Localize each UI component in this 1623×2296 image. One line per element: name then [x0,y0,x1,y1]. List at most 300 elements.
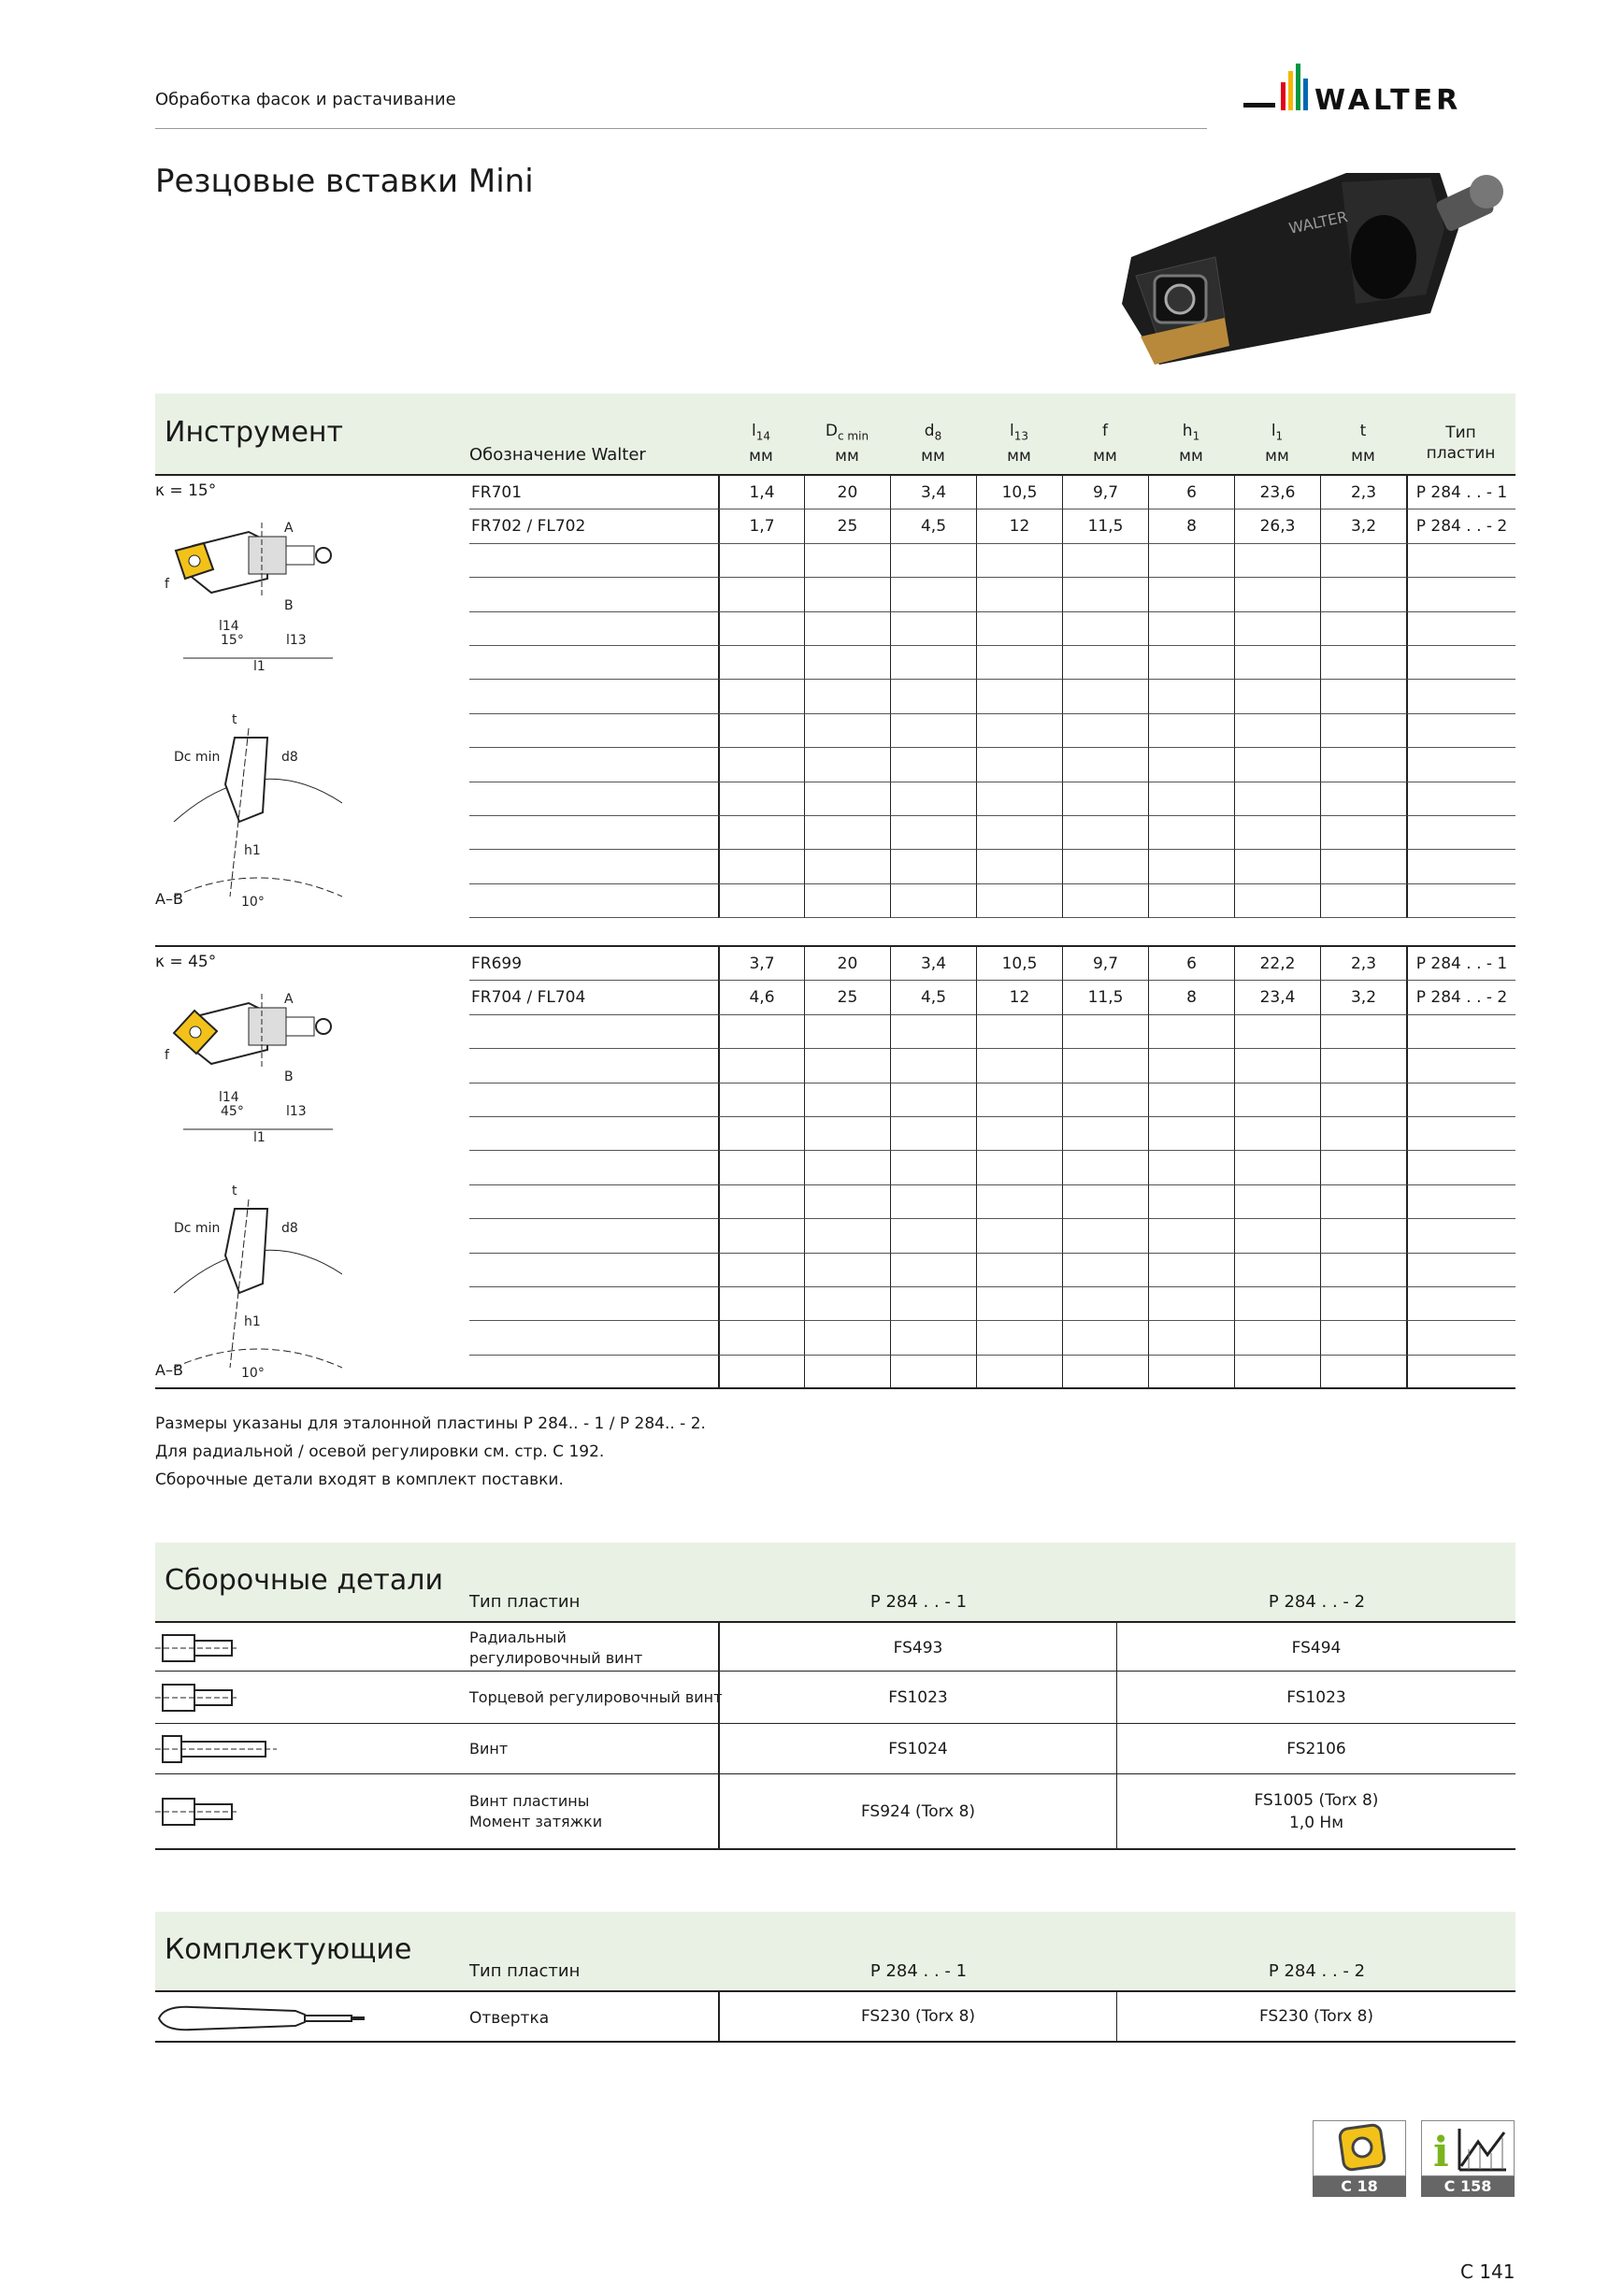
value-cell [1062,1151,1148,1184]
tool-band-title: Инструмент [165,416,344,449]
svg-text:f: f [165,577,169,592]
assembly-col2: P 284 . . - 2 [1268,1592,1366,1612]
value-cell [1148,884,1234,918]
value-cell [1062,884,1148,918]
value-cell [1148,1083,1234,1117]
value-cell [976,1185,1062,1219]
value-cell [718,612,804,646]
value-cell [1234,748,1320,782]
value-cell: 3,4 [890,947,976,981]
value-cell [1234,1219,1320,1253]
value-cell: 2,3 [1320,476,1406,509]
assembly-title: Сборочные детали [165,1564,443,1597]
value-cell [1234,680,1320,713]
type-cell [1406,1151,1515,1184]
value-cell [1148,1015,1234,1049]
value-cell: 3,4 [890,476,976,509]
value-cell: 10,5 [976,947,1062,981]
value-cell [1320,1015,1406,1049]
value-cell [1234,1117,1320,1151]
value-cell [976,1219,1062,1253]
value-cell [1234,1083,1320,1117]
svg-text:l1: l1 [253,1130,266,1145]
value-cell [804,748,890,782]
value-cell [890,1185,976,1219]
assembly-row [155,1621,1515,1671]
value-cell [718,1049,804,1083]
value-cell: 23,4 [1234,981,1320,1014]
kappa-label: κ = 45° [155,953,217,971]
value-cell [890,850,976,883]
page-title: Резцовые вставки Mini [155,163,534,200]
type-cell [1406,1185,1515,1219]
svg-text:10°: 10° [241,895,265,910]
note-2: Для радиальной / осевой регулировки см. стр. C 192. [155,1442,605,1461]
assembly-value-2-line1: FS1023 [1286,1688,1346,1707]
value-cell: 12 [976,981,1062,1014]
value-cell [890,1151,976,1184]
assembly-label-line1: Торцевой регулировочный винт [469,1688,723,1706]
col-symbol-sub: 1 [1275,429,1284,443]
value-cell [804,884,890,918]
type-cell: P 284 . . - 2 [1406,509,1515,543]
value-cell: 23,6 [1234,476,1320,509]
badge-c158[interactable] [1421,2120,1515,2197]
value-cell [976,680,1062,713]
value-cell [1148,1049,1234,1083]
svg-text:h1: h1 [244,1314,261,1329]
svg-text:WALTER: WALTER [1314,84,1462,117]
type-cell [1406,680,1515,713]
value-cell [890,1287,976,1321]
section-header: Обработка фасок и растачивание [155,90,456,109]
value-cell [1062,1117,1148,1151]
value-cell [804,1015,890,1049]
badge-c18[interactable] [1313,2120,1406,2197]
value-cell [1148,1151,1234,1184]
col-symbol [976,421,1062,446]
value-cell [1148,1254,1234,1287]
value-cell [1320,816,1406,850]
accessories-type-label: Тип пластин [469,1961,581,1981]
value-cell [890,816,976,850]
svg-text:A: A [284,992,294,1007]
value-cell [718,680,804,713]
assembly-value-2 [1116,1623,1515,1672]
accessories-title: Комплектующие [165,1933,412,1966]
accessories-col2: P 284 . . - 2 [1268,1961,1366,1981]
value-cell [976,1287,1062,1321]
assembly-value-2-line2: 1,0 Нм [1288,1814,1344,1832]
type-cell [1406,1321,1515,1355]
svg-text:l13: l13 [286,1104,307,1119]
value-cell [1062,646,1148,680]
svg-text:l14: l14 [219,1090,239,1105]
value-cell [976,1049,1062,1083]
value-cell [804,1151,890,1184]
value-cell [1062,1356,1148,1389]
value-cell: 11,5 [1062,981,1148,1014]
value-cell [976,1117,1062,1151]
value-cell [1234,1254,1320,1287]
value-cell [718,1219,804,1253]
value-cell [1062,578,1148,611]
value-cell [1234,612,1320,646]
col-symbol-main: l [1009,422,1014,440]
accessory-label: Отвертка [469,2009,550,2028]
col-symbol [1320,421,1406,446]
value-cell [1062,612,1148,646]
assembly-value-2-line1: FS1005 (Torx 8) [1254,1791,1379,1810]
type-cell [1406,782,1515,816]
value-cell: 3,2 [1320,981,1406,1014]
value-cell [1148,1287,1234,1321]
value-cell [976,1356,1062,1389]
value-cell [1062,1219,1148,1253]
type-cell [1406,612,1515,646]
value-cell [1148,816,1234,850]
value-cell [1234,646,1320,680]
tool-drawing [155,975,342,1396]
value-cell [1320,1254,1406,1287]
insert-screw-icon [155,1791,286,1832]
value-cell [1320,1185,1406,1219]
value-cell [1062,1321,1148,1355]
value-cell [804,1321,890,1355]
col-unit: мм [1007,447,1031,466]
value-cell [890,782,976,816]
value-cell [804,680,890,713]
value-cell [1320,850,1406,883]
svg-text:h1: h1 [244,843,261,858]
value-cell [1062,1015,1148,1049]
value-cell [718,1151,804,1184]
value-cell [976,884,1062,918]
value-cell [1234,1185,1320,1219]
col-symbol-main: l [751,422,756,440]
value-cell [1148,680,1234,713]
value-cell [1148,1117,1234,1151]
type-header-line1: Тип [1445,423,1476,442]
value-cell [1148,748,1234,782]
assembly-label-line1: Радиальный [469,1628,567,1646]
value-cell: 20 [804,476,890,509]
badge-c158-label: C 158 [1421,2176,1515,2197]
value-cell [1062,816,1148,850]
value-cell [718,748,804,782]
value-cell: 6 [1148,476,1234,509]
col-symbol-main: h [1182,422,1193,440]
value-cell [1320,578,1406,611]
value-cell: 2,3 [1320,947,1406,981]
type-cell [1406,544,1515,578]
value-cell [1234,714,1320,748]
value-cell [804,578,890,611]
svg-text:t: t [232,1184,237,1198]
value-cell [1320,1151,1406,1184]
value-cell: 4,5 [890,509,976,543]
value-cell [804,850,890,883]
assembly-row [155,1671,1515,1723]
tool-group [155,945,1515,1415]
value-cell [1234,544,1320,578]
col-unit: мм [1351,447,1375,466]
value-cell [976,748,1062,782]
value-cell [1320,884,1406,918]
svg-text:10°: 10° [241,1366,265,1381]
col-unit: мм [1265,447,1289,466]
screw-icon [155,1729,286,1770]
value-cell [890,1356,976,1389]
value-cell [804,1049,890,1083]
assembly-value-1: FS1023 [718,1672,1116,1724]
value-cell [890,714,976,748]
col-symbol [804,421,890,446]
type-header [1406,423,1515,464]
value-cell [804,1117,890,1151]
value-cell [804,646,890,680]
svg-text:l13: l13 [286,633,307,648]
value-cell: 4,6 [718,981,804,1014]
value-cell [1148,544,1234,578]
value-cell [1148,1185,1234,1219]
value-cell [976,1321,1062,1355]
value-cell [976,714,1062,748]
type-cell [1406,646,1515,680]
value-cell [1062,850,1148,883]
value-cell [1234,1015,1320,1049]
value-cell [718,884,804,918]
col-header [1062,421,1148,466]
value-cell [976,850,1062,883]
col-symbol-sub: 14 [755,429,770,443]
value-cell [890,1254,976,1287]
value-cell [1062,1083,1148,1117]
svg-text:i: i [1433,2129,1449,2176]
value-cell: 10,5 [976,476,1062,509]
note-3: Сборочные детали входят в комплект поставки. [155,1471,564,1489]
value-cell [1320,748,1406,782]
assembly-label-line1: Винт пластины [469,1792,590,1810]
value-cell [1234,1321,1320,1355]
value-cell [1234,1151,1320,1184]
value-cell [1234,850,1320,883]
value-cell [976,816,1062,850]
type-cell [1406,748,1515,782]
value-cell [1320,782,1406,816]
notes [155,1410,706,1494]
value-cell [1062,680,1148,713]
value-cell [890,680,976,713]
page-number: C 141 [1460,2260,1515,2283]
value-cell [804,1356,890,1389]
col-symbol-sub: 8 [934,429,942,443]
value-cell [1234,1287,1320,1321]
accessory-value-1: FS230 (Torx 8) [718,1992,1116,2041]
accessory-value-2: FS230 (Torx 8) [1116,1992,1515,2041]
insert-icon [1313,2120,1406,2176]
assembly-value-2-line1: FS494 [1291,1638,1342,1657]
value-cell [976,544,1062,578]
value-cell [804,1287,890,1321]
header-rule [155,128,1207,129]
value-cell [1062,1185,1148,1219]
value-cell [804,816,890,850]
value-cell: 22,2 [1234,947,1320,981]
col-header [1320,421,1406,466]
assembly-value-2 [1116,1774,1515,1849]
value-cell [976,612,1062,646]
value-cell [890,544,976,578]
value-cell: 1,4 [718,476,804,509]
value-cell [1148,646,1234,680]
col-symbol [1148,421,1234,446]
value-cell: 8 [1148,981,1234,1014]
assembly-label-line1: Винт [469,1740,509,1758]
col-header [976,421,1062,466]
value-cell [718,544,804,578]
col-symbol-main: t [1359,422,1367,440]
badge-c18-label: C 18 [1313,2176,1406,2197]
value-cell [1234,578,1320,611]
value-cell [804,1185,890,1219]
product-photo [1103,154,1515,388]
svg-text:15°: 15° [221,633,244,648]
value-cell [718,1254,804,1287]
col-header [1148,421,1234,466]
type-cell: P 284 . . - 1 [1406,947,1515,981]
value-cell: 20 [804,947,890,981]
col-symbol [1062,421,1148,446]
col-symbol-main: f [1102,422,1108,440]
value-cell [1320,1287,1406,1321]
value-cell [718,714,804,748]
assembly-row [155,1723,1515,1773]
value-cell [1234,816,1320,850]
type-cell [1406,1219,1515,1253]
value-cell [1320,1356,1406,1389]
value-cell [718,1356,804,1389]
svg-text:f: f [165,1048,169,1063]
value-cell [1062,1254,1148,1287]
col-symbol-sub: c min [838,429,869,443]
value-cell: 26,3 [1234,509,1320,543]
value-cell [1234,884,1320,918]
svg-text:t: t [232,712,237,727]
value-cell [804,1219,890,1253]
value-cell: 12 [976,509,1062,543]
col-symbol [1234,421,1320,446]
value-cell [1320,1219,1406,1253]
type-cell [1406,1083,1515,1117]
designation-cell: FR702 / FL702 [469,509,873,543]
col-symbol-main: D [825,422,839,440]
col-header [718,421,804,466]
value-cell [890,1321,976,1355]
value-cell [890,646,976,680]
type-cell [1406,1049,1515,1083]
value-cell [1320,714,1406,748]
value-cell [804,1083,890,1117]
value-cell [1148,714,1234,748]
value-cell [1148,1219,1234,1253]
svg-text:l14: l14 [219,619,239,634]
value-cell [976,782,1062,816]
value-cell: 8 [1148,509,1234,543]
svg-text:A: A [284,521,294,536]
col-unit: мм [749,447,773,466]
value-cell: 3,7 [718,947,804,981]
value-cell [1148,578,1234,611]
value-cell [1062,748,1148,782]
value-cell [718,578,804,611]
type-cell [1406,1117,1515,1151]
type-cell [1406,1287,1515,1321]
svg-text:B: B [284,598,294,613]
value-cell: 1,7 [718,509,804,543]
assembly-bottom-rule [155,1848,1515,1850]
value-cell [718,816,804,850]
assembly-value-1: FS1024 [718,1724,1116,1774]
value-cell [1234,1049,1320,1083]
value-cell [1062,782,1148,816]
assembly-row [155,1773,1515,1848]
designation-header: Обозначение Walter [469,445,646,465]
type-cell [1406,884,1515,918]
col-symbol-main: l [1271,422,1276,440]
assembly-label-line2: регулировочный винт [469,1648,643,1667]
assembly-type-label: Тип пластин [469,1592,581,1612]
value-cell [890,612,976,646]
value-cell [976,1254,1062,1287]
value-cell [1234,782,1320,816]
value-cell [718,850,804,883]
col-unit: мм [1093,447,1117,466]
value-cell [718,1083,804,1117]
type-cell [1406,850,1515,883]
value-cell [890,748,976,782]
value-cell [718,646,804,680]
col-unit: мм [835,447,859,466]
radial-screw-icon [155,1628,286,1669]
value-cell: 3,2 [1320,509,1406,543]
value-cell [804,1254,890,1287]
assembly-value-2-line1: FS2106 [1286,1740,1346,1758]
value-cell [1234,1356,1320,1389]
value-cell [804,714,890,748]
value-cell [1320,680,1406,713]
type-cell [1406,578,1515,611]
col-header [1234,421,1320,466]
col-unit: мм [921,447,945,466]
value-cell [1062,1049,1148,1083]
accessories-col1: P 284 . . - 1 [869,1961,968,1981]
svg-text:d8: d8 [281,750,298,765]
svg-text:B: B [284,1069,294,1084]
col-symbol [890,421,976,446]
walter-logo [1234,62,1515,118]
value-cell [976,1151,1062,1184]
svg-text:l1: l1 [253,659,266,674]
value-cell [976,1083,1062,1117]
tool-group [155,474,1515,944]
kappa-label: κ = 15° [155,481,217,500]
value-cell [1148,1321,1234,1355]
value-cell: 25 [804,981,890,1014]
assembly-label-line2: Момент затяжки [469,1813,603,1830]
value-cell [1320,612,1406,646]
assembly-value-1: FS924 (Torx 8) [718,1774,1116,1849]
